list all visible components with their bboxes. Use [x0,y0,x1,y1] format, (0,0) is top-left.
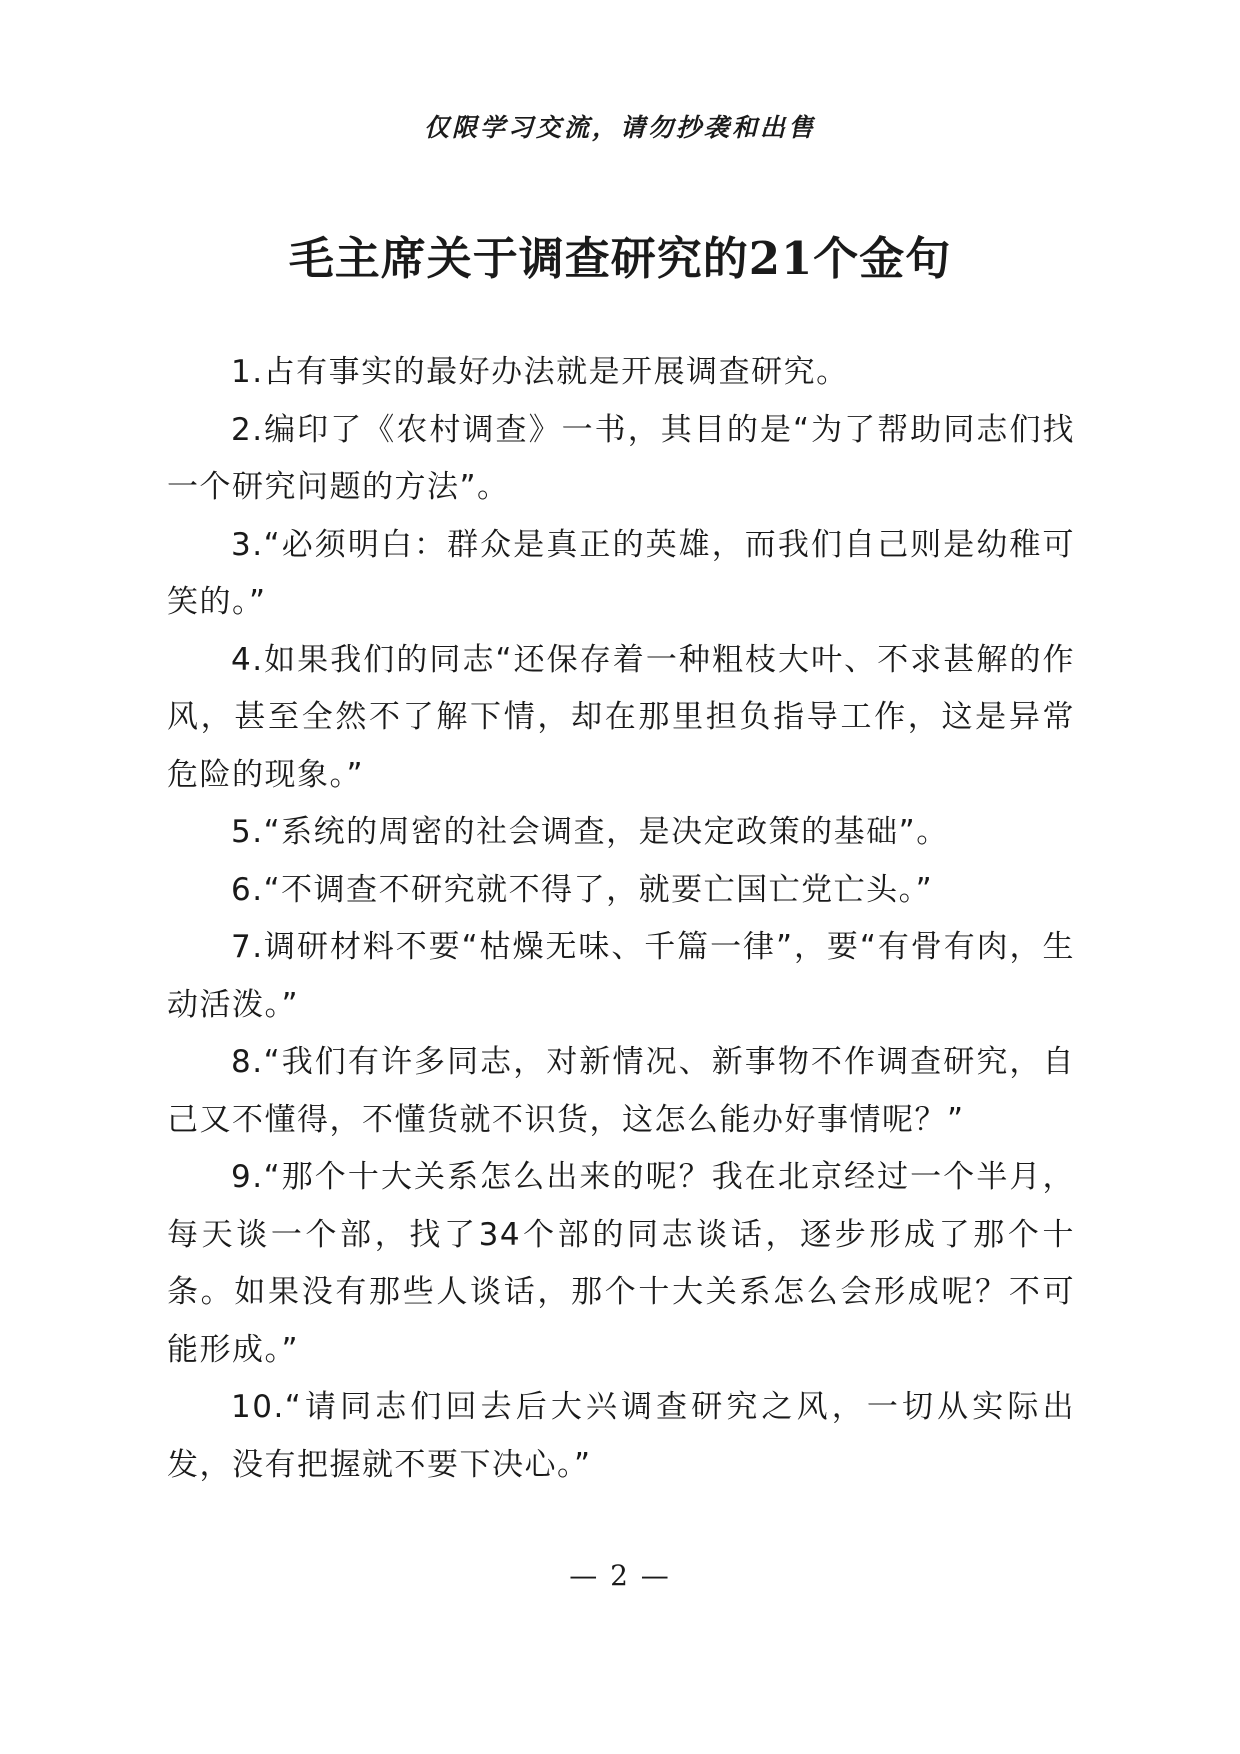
quote-item-7: 7.调研材料不要“枯燥无味、千篇一律”，要“有骨有肉，生动活泼。” [167,929,1075,1023]
quote-item-5: 5.“系统的周密的社会调查，是决定政策的基础”。 [231,814,949,850]
page-number: — 2 — [569,1559,671,1592]
quote-item-6: 6.“不调查不研究就不得了，就要亡国亡党亡头。” [231,871,934,908]
quote-item-2: 2.编印了《农村调查》一书，其目的是“为了帮助同志们找一个研究问题的方法”。 [167,411,1075,505]
quote-item-8: 8.“我们有许多同志，对新情况、新事物不作调查研究，自己又不懂得，不懂货就不识货，这怎么能办好事情呢？” [167,1044,1075,1138]
header-note: 仅限学习交流，请勿抄袭和出售 [423,113,816,142]
quote-item-9: 9.“那个十大关系怎么出来的呢？我在北京经过一个半月，每天谈一个部，找了34个部的同志谈话，逐步形成了那个十条。如果没有那些人谈话，那个十大关系怎么会形成呢？不可能形成。” [167,1159,1075,1368]
quote-item-3: 3.“必须明白：群众是真正的英雄，而我们自己则是幼稚可笑的。” [167,526,1075,620]
document-title: 毛主席关于调查研究的21个金句 [288,232,952,285]
quote-item-10: 10.“请同志们回去后大兴调查研究之风，一切从实际出发，没有把握就不要下决心。” [167,1389,1075,1483]
quote-item-1: 1.占有事实的最好办法就是开展调查研究。 [231,354,849,390]
quote-item-4: 4.如果我们的同志“还保存着一种粗枝大叶、不求甚解的作风，甚至全然不了解下情，却在那里担负指导工作，这是异常危险的现象。” [167,641,1075,793]
document-body [167,344,1075,1494]
